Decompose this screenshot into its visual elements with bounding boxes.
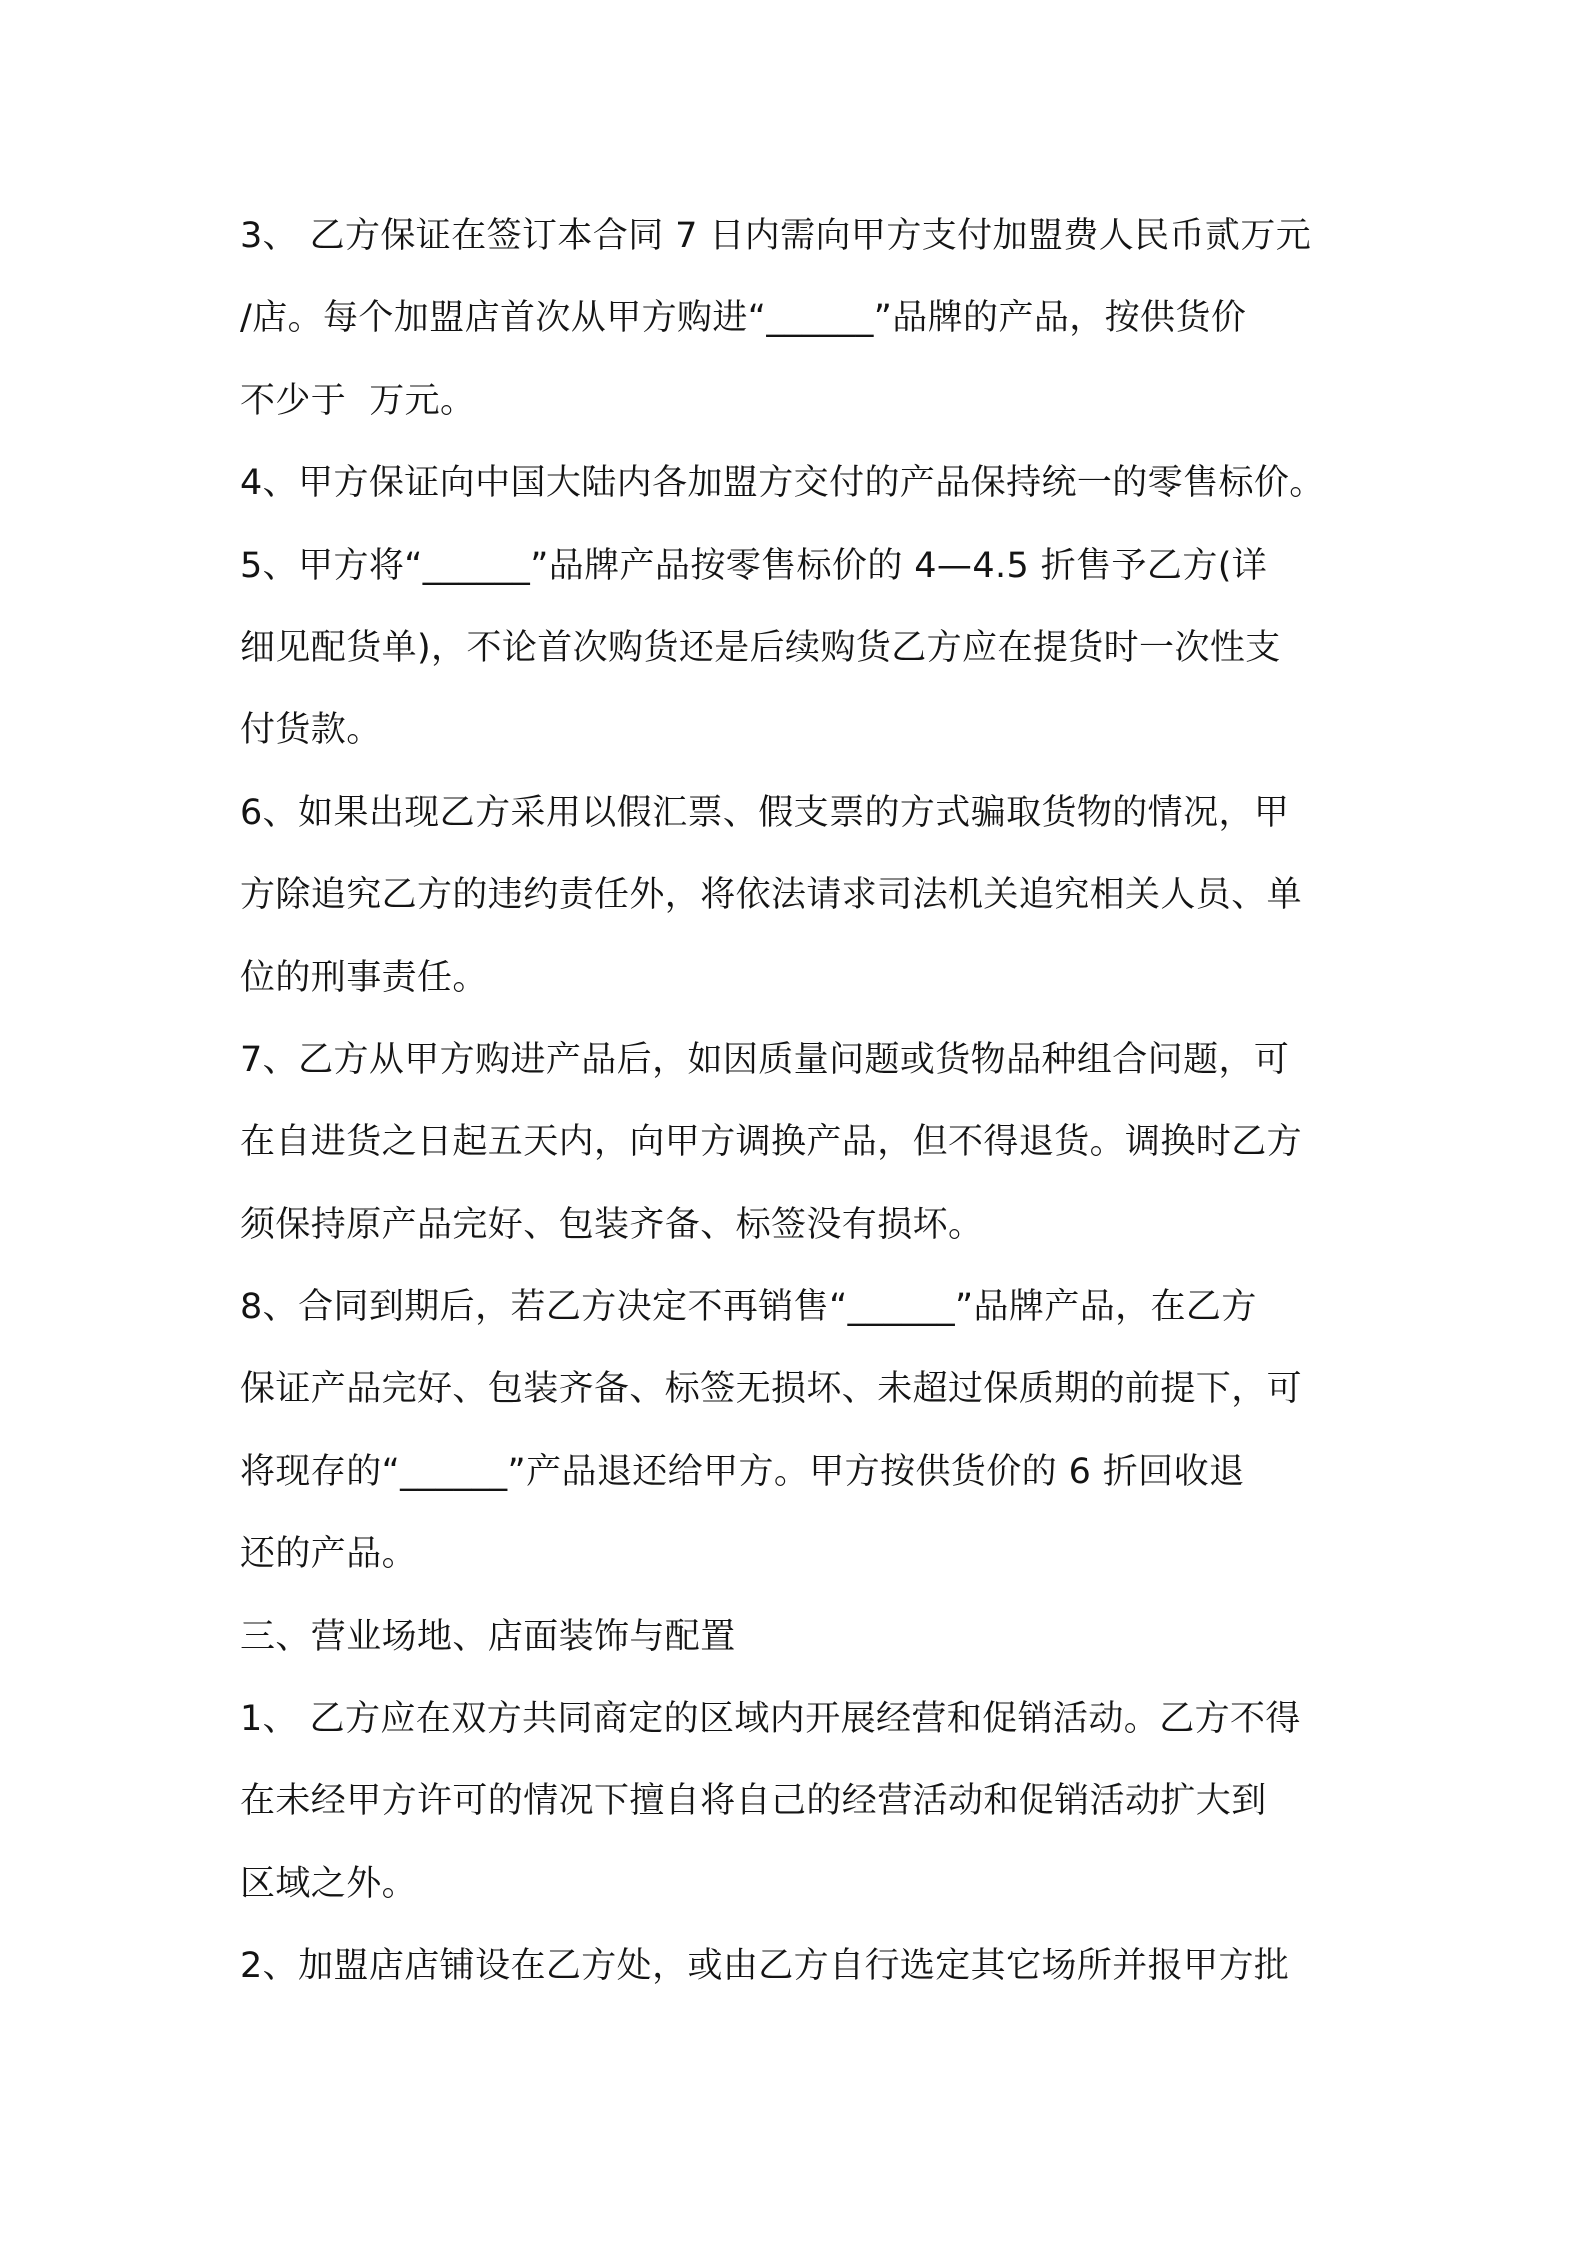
clause-3-line-2: /店。每个加盟店首次从甲方购进“______”品牌的产品，按供货价 [240,298,1247,339]
clause-5-line-2: 细见配货单)，不论首次购货还是后续购货乙方应在提货时一次性支 [240,627,1281,668]
clause-6-line-3: 位的刑事责任。 [240,957,488,998]
clause-4-line-1: 4、甲方保证向中国大陆内各加盟方交付的产品保持统一的零售标价。 [240,463,1325,504]
section-3-clause-1-line-1: 1、 乙方应在双方共同商定的区域内开展经营和促销活动。乙方不得 [240,1699,1301,1740]
section-3-clause-2-line-1: 2、加盟店店铺设在乙方处，或由乙方自行选定其它场所并报甲方批 [240,1946,1290,1987]
clause-3-line-3: 不少于 万元。 [240,380,476,421]
clause-8-line-1: 8、合同到期后，若乙方决定不再销售“______”品牌产品，在乙方 [240,1287,1257,1328]
clause-3-line-1: 3、 乙方保证在签订本合同 7 日内需向甲方支付加盟费人民币贰万元 [240,216,1312,256]
clause-6-line-2: 方除追究乙方的违约责任外，将依法请求司法机关追究相关人员、单 [240,875,1303,916]
clause-8-line-3: 将现存的“______”产品退还给甲方。甲方按供货价的 6 折回收退 [240,1451,1245,1492]
section-heading-3: 三、营业场地、店面装饰与配置 [240,1616,736,1657]
clause-7-line-2: 在自进货之日起五天内，向甲方调换产品，但不得退货。调换时乙方 [240,1122,1303,1163]
clause-6-line-1: 6、如果出现乙方采用以假汇票、假支票的方式骗取货物的情况，甲 [240,792,1290,833]
clause-7-line-1: 7、乙方从甲方购进产品后，如因质量问题或货物品种组合问题，可 [240,1039,1290,1080]
clause-5-line-3: 付货款。 [240,710,382,751]
document-body [240,195,1360,2008]
section-3-clause-1-line-2: 在未经甲方许可的情况下擅自将自己的经营活动和促销活动扩大到 [240,1781,1267,1822]
clause-8-line-2: 保证产品完好、包装齐备、标签无损坏、未超过保质期的前提下，可 [240,1369,1303,1410]
section-3-clause-1-line-3: 区域之外。 [240,1863,418,1904]
clause-7-line-3: 须保持原产品完好、包装齐备、标签没有损坏。 [240,1204,984,1245]
clause-5-line-1: 5、甲方将“______”品牌产品按零售标价的 4—4.5 折售予乙方(详 [240,545,1268,586]
clause-8-line-4: 还的产品。 [240,1534,418,1575]
